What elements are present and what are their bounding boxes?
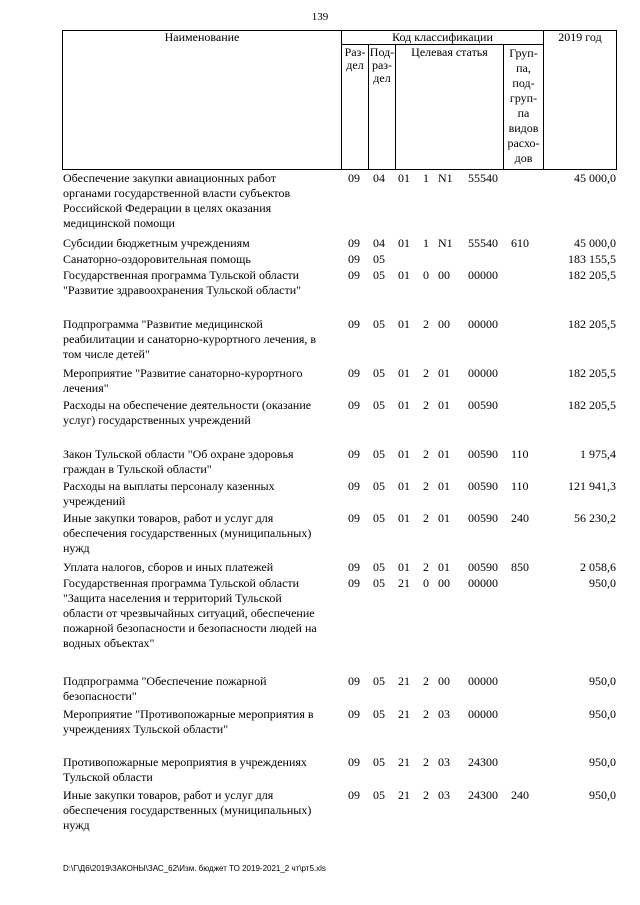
row-target-program: 21 <box>398 707 410 721</box>
row-name: Санаторно-оздоровительная помощь <box>63 252 251 266</box>
row-amount: 950,0 <box>589 788 616 802</box>
row-amount: 950,0 <box>589 755 616 769</box>
row-target-program: 01 <box>398 398 410 412</box>
row-group: 240 <box>511 788 529 802</box>
row-group: 110 <box>511 447 529 461</box>
row-target-event: 00 <box>438 268 450 282</box>
row-amount: 2 058,6 <box>580 560 616 574</box>
row-amount: 950,0 <box>589 674 616 688</box>
row-target-program: 01 <box>398 317 410 331</box>
row-subsection: 05 <box>373 707 385 721</box>
row-name: Субсидии бюджетным учреждениям <box>63 236 250 250</box>
row-target-subprogram: 1 <box>423 171 429 185</box>
row-target-program: 21 <box>398 755 410 769</box>
row-target-subprogram: 0 <box>423 576 429 590</box>
row-section: 09 <box>348 755 360 769</box>
row-target-event: 01 <box>438 447 450 461</box>
row-subsection: 04 <box>373 236 385 250</box>
row-target-direction: 00590 <box>468 479 498 493</box>
row-section: 09 <box>348 674 360 688</box>
row-amount: 45 000,0 <box>574 236 616 250</box>
row-section: 09 <box>348 511 360 525</box>
row-target-direction: 55540 <box>468 236 498 250</box>
row-target-program: 01 <box>398 560 410 574</box>
row-name: Противопожарные мероприятия в учреждениях Тульской области <box>63 755 307 784</box>
row-target-direction: 24300 <box>468 755 498 769</box>
row-amount: 182 205,5 <box>568 317 616 331</box>
row-amount: 45 000,0 <box>574 171 616 185</box>
header-bottom-border <box>62 169 617 170</box>
row-target-subprogram: 2 <box>423 479 429 493</box>
row-target-program: 21 <box>398 576 410 590</box>
row-target-program: 21 <box>398 674 410 688</box>
row-section: 09 <box>348 479 360 493</box>
row-amount: 56 230,2 <box>574 511 616 525</box>
row-target-event: 01 <box>438 366 450 380</box>
row-target-program: 01 <box>398 366 410 380</box>
row-target-subprogram: 2 <box>423 511 429 525</box>
row-subsection: 05 <box>373 755 385 769</box>
row-section: 09 <box>348 707 360 721</box>
row-section: 09 <box>348 252 360 266</box>
row-target-subprogram: 1 <box>423 236 429 250</box>
row-target-event: 01 <box>438 511 450 525</box>
header-left-border <box>62 30 63 169</box>
row-subsection: 04 <box>373 171 385 185</box>
row-target-subprogram: 2 <box>423 317 429 331</box>
row-target-subprogram: 2 <box>423 366 429 380</box>
row-target-event: 01 <box>438 398 450 412</box>
row-target-subprogram: 2 <box>423 788 429 802</box>
row-section: 09 <box>348 398 360 412</box>
row-target-direction: 00000 <box>468 317 498 331</box>
row-subsection: 05 <box>373 560 385 574</box>
row-group: 610 <box>511 236 529 250</box>
header-right-border <box>616 30 617 169</box>
row-target-subprogram: 2 <box>423 398 429 412</box>
row-target-direction: 24300 <box>468 788 498 802</box>
row-target-subprogram: 2 <box>423 447 429 461</box>
row-section: 09 <box>348 366 360 380</box>
page-number: 139 <box>311 11 329 23</box>
row-target-direction: 00000 <box>468 707 498 721</box>
row-group: 850 <box>511 560 529 574</box>
row-section: 09 <box>348 317 360 331</box>
row-section: 09 <box>348 576 360 590</box>
header-divider-subsection <box>395 44 396 169</box>
row-name: Расходы на выплаты персоналу казенных учреждений <box>63 479 275 508</box>
row-subsection: 05 <box>373 479 385 493</box>
header-name: Наименование <box>164 30 240 44</box>
header-divider-group <box>543 30 544 169</box>
row-group: 240 <box>511 511 529 525</box>
row-subsection: 05 <box>373 398 385 412</box>
header-subsection: Под- раз- дел <box>369 45 395 85</box>
row-amount: 950,0 <box>589 576 616 590</box>
header-target: Целевая статья <box>411 45 488 59</box>
row-amount: 182 205,5 <box>568 268 616 282</box>
row-name: Мероприятие "Противопожарные мероприятия в учреждениях Тульской области" <box>63 707 314 736</box>
row-amount: 1 975,4 <box>580 447 616 461</box>
row-target-event: 00 <box>438 576 450 590</box>
row-amount: 182 205,5 <box>568 366 616 380</box>
row-target-event: N1 <box>438 236 453 250</box>
row-target-event: 01 <box>438 560 450 574</box>
row-name: Подпрограмма "Развитие медицинской реабилитации и санаторно-курортного лечения, в том числе детей" <box>63 317 317 361</box>
row-subsection: 05 <box>373 317 385 331</box>
row-target-event: 03 <box>438 707 450 721</box>
row-target-program: 01 <box>398 268 410 282</box>
row-subsection: 05 <box>373 252 385 266</box>
row-target-direction: 00000 <box>468 366 498 380</box>
row-target-event: N1 <box>438 171 453 185</box>
row-subsection: 05 <box>373 788 385 802</box>
row-name: Закон Тульской области "Об охране здоровья граждан в Тульской области" <box>63 447 294 476</box>
header-code: Код классификации <box>392 30 493 44</box>
header-year: 2019 год <box>558 30 602 44</box>
row-target-direction: 00000 <box>468 576 498 590</box>
row-target-subprogram: 2 <box>423 707 429 721</box>
row-target-subprogram: 2 <box>423 674 429 688</box>
header-section: Раз- дел <box>344 45 366 72</box>
row-target-direction: 00000 <box>468 268 498 282</box>
row-section: 09 <box>348 236 360 250</box>
row-name: Иные закупки товаров, работ и услуг для обеспечения государственных (муниципальных) нужд <box>63 511 312 555</box>
row-target-program: 01 <box>398 447 410 461</box>
row-subsection: 05 <box>373 511 385 525</box>
row-target-event: 01 <box>438 479 450 493</box>
row-name: Расходы на обеспечение деятельности (оказание услуг) государственных учреждений <box>63 398 312 427</box>
row-subsection: 05 <box>373 674 385 688</box>
row-target-direction: 00590 <box>468 560 498 574</box>
row-target-program: 01 <box>398 236 410 250</box>
row-target-event: 03 <box>438 788 450 802</box>
row-subsection: 05 <box>373 268 385 282</box>
row-name: Государственная программа Тульской области "Развитие здравоохранения Тульской области" <box>63 268 302 297</box>
row-name: Обеспечение закупки авиационных работ органами государственной власти субъектов Российской Федерации в целях оказания медицинской помощи <box>63 171 291 230</box>
row-name: Государственная программа Тульской области "Защита населения и территорий Тульской области от чрезвычайных ситуаций, обеспечение пожарной безопасности и безопасности людей на водных объектах" <box>63 576 317 650</box>
row-amount: 182 205,5 <box>568 398 616 412</box>
row-target-subprogram: 2 <box>423 560 429 574</box>
row-target-direction: 55540 <box>468 171 498 185</box>
file-path-footer: D:\Г\Д6\2019\ЗАКОНЫ\ЗАС_62\Изм. бюджет ТО 2019-2021_2 чт\рт5.xls <box>63 864 326 873</box>
row-amount: 950,0 <box>589 707 616 721</box>
row-subsection: 05 <box>373 366 385 380</box>
row-target-subprogram: 0 <box>423 268 429 282</box>
row-target-event: 00 <box>438 317 450 331</box>
row-target-program: 21 <box>398 788 410 802</box>
row-amount: 183 155,5 <box>568 252 616 266</box>
row-target-direction: 00590 <box>468 447 498 461</box>
row-target-subprogram: 2 <box>423 755 429 769</box>
row-target-direction: 00000 <box>468 674 498 688</box>
row-amount: 121 941,3 <box>568 479 616 493</box>
row-section: 09 <box>348 788 360 802</box>
row-target-program: 01 <box>398 479 410 493</box>
row-subsection: 05 <box>373 576 385 590</box>
row-group: 110 <box>511 479 529 493</box>
row-target-program: 01 <box>398 511 410 525</box>
header-group: Груп- па, под- груп- па видов расхо- дов <box>507 46 540 165</box>
row-target-event: 03 <box>438 755 450 769</box>
row-target-program: 01 <box>398 171 410 185</box>
row-section: 09 <box>348 447 360 461</box>
row-target-direction: 00590 <box>468 511 498 525</box>
row-section: 09 <box>348 268 360 282</box>
row-name: Мероприятие "Развитие санаторно-курортного лечения" <box>63 366 303 395</box>
row-target-direction: 00590 <box>468 398 498 412</box>
row-name: Иные закупки товаров, работ и услуг для обеспечения государственных (муниципальных) нужд <box>63 788 312 832</box>
row-section: 09 <box>348 171 360 185</box>
row-subsection: 05 <box>373 447 385 461</box>
row-name: Подпрограмма "Обеспечение пожарной безопасности" <box>63 674 267 703</box>
row-section: 09 <box>348 560 360 574</box>
row-target-event: 00 <box>438 674 450 688</box>
row-name: Уплата налогов, сборов и иных платежей <box>63 560 274 574</box>
